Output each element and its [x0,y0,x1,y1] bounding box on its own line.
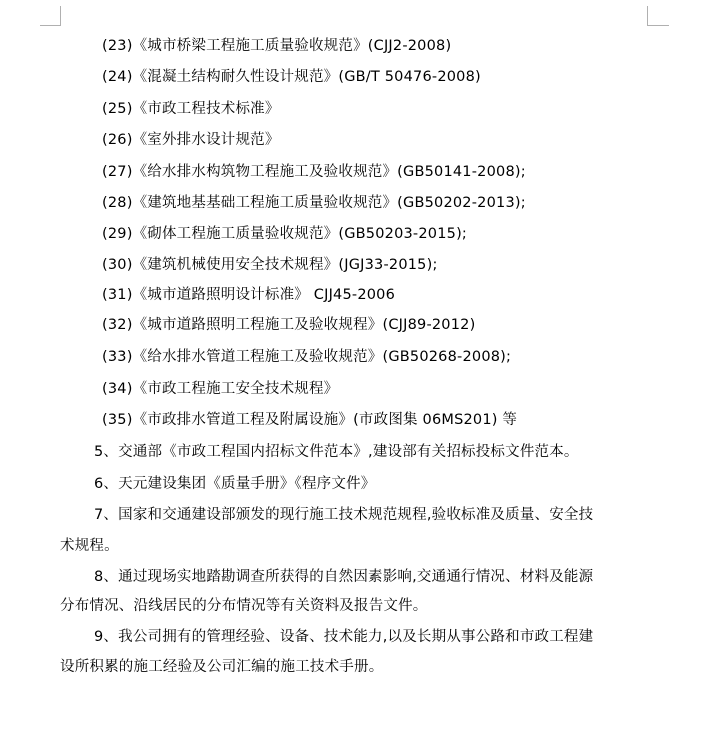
paragraph-6: 6、天元建设集团《质量手册》《程序文件》 [94,476,376,492]
reference-item: (24)《混凝土结构耐久性设计规范》(GB/T 50476-2008) [102,69,481,85]
margin-corner-mark [60,6,61,26]
reference-item: (31)《城市道路照明设计标准》 CJJ45-2006 [102,287,396,303]
paragraph-7-line-2: 术规程。 [60,538,119,554]
paragraph-5: 5、交通部《市政工程国内招标文件范本》,建设部有关招标投标文件范本。 [94,444,579,460]
reference-item: (34)《市政工程施工安全技术规程》 [102,381,339,397]
paragraph-9-line-1: 9、我公司拥有的管理经验、设备、技术能力,以及长期从事公路和市政工程建 [94,629,594,645]
paragraph-8-line-2: 分布情况、沿线居民的分布情况等有关资料及报告文件。 [60,598,428,614]
paragraph-7-line-1: 7、国家和交通建设部颁发的现行施工技术规范规程,验收标准及质量、安全技 [94,507,594,523]
paragraph-9-line-2: 设所积累的施工经验及公司汇编的施工技术手册。 [60,659,384,675]
reference-item: (28)《建筑地基基础工程施工质量验收规范》(GB50202-2013); [102,195,526,211]
paragraph-8-line-1: 8、通过现场实地踏勘调查所获得的自然因素影响,交通通行情况、材料及能源 [94,569,594,585]
reference-item: (33)《给水排水管道工程施工及验收规范》(GB50268-2008); [102,349,512,365]
margin-corner-mark [647,25,669,26]
reference-item: (26)《室外排水设计规范》 [102,132,280,148]
reference-item: (25)《市政工程技术标准》 [102,101,280,117]
reference-item: (35)《市政排水管道工程及附属设施》(市政图集 06MS201) 等 [102,412,518,428]
reference-item: (27)《给水排水构筑物工程施工及验收规范》(GB50141-2008); [102,164,526,180]
reference-item: (23)《城市桥梁工程施工质量验收规范》(CJJ2-2008) [102,38,452,54]
reference-item: (30)《建筑机械使用安全技术规程》(JGJ33-2015); [102,257,438,273]
reference-item: (32)《城市道路照明工程施工及验收规程》(CJJ89-2012) [102,317,476,333]
margin-corner-mark [647,6,648,26]
reference-item: (29)《砌体工程施工质量验收规范》(GB50203-2015); [102,226,468,242]
margin-corner-mark [40,25,61,26]
